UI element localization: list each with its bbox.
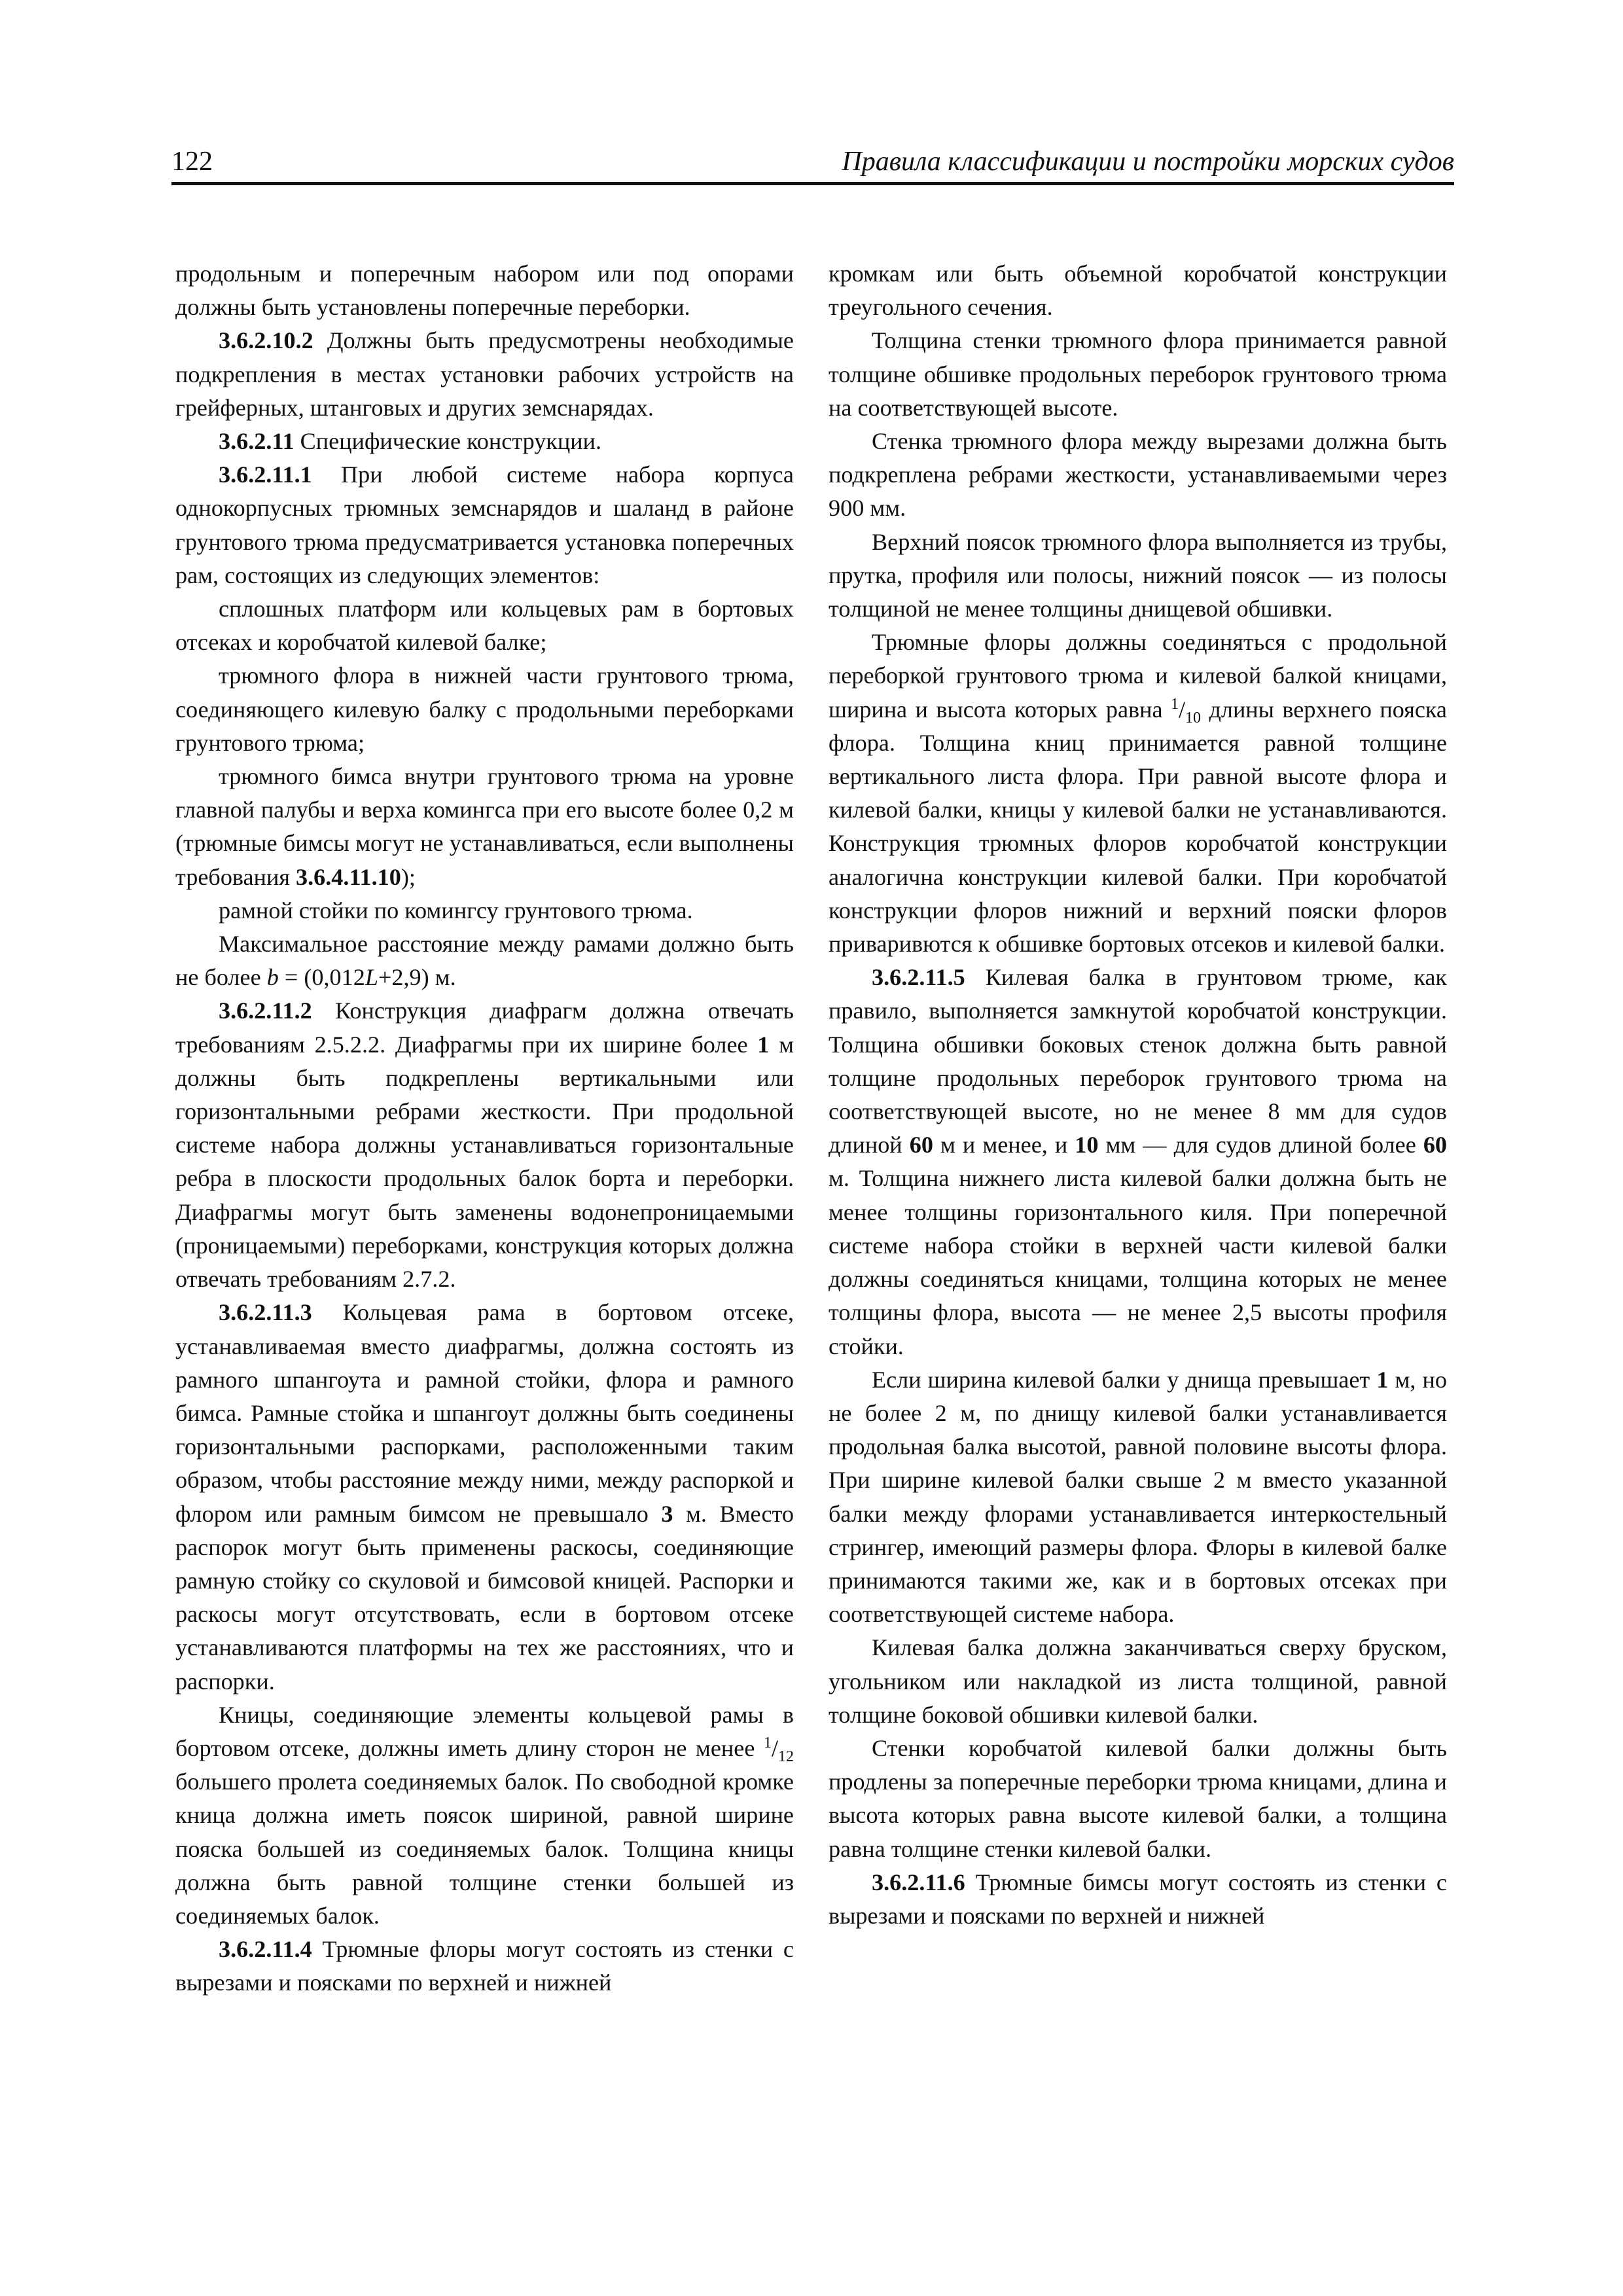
page-header	[171, 145, 1454, 185]
list-item: трюмного флора в нижней части грунтового трюма, соединяющего килевую балку с продольными переборками грунтового трюма;	[175, 662, 794, 756]
left-column	[175, 257, 794, 2000]
section-number: 3.6.2.11.3	[219, 1299, 312, 1326]
list-item: рамной стойки по комингсу грунтового трюма.	[219, 897, 693, 924]
section-number: 3.6.2.10.2	[219, 327, 313, 354]
page-number: 122	[171, 147, 213, 177]
section-number: 3.6.2.11	[219, 428, 294, 455]
list-item: трюмного бимса внутри грунтового трюма на уровне главной палубы и верха комингса при его высоте более 0,2 м (трюмные бимсы могут не устанавливаться, если выполнены требования 3.6.4.11.10);	[175, 763, 794, 890]
paragraph: 3.6.2.11.1 При любой системе набора корпуса однокорпусных трюмных земснарядов и шаланд в районе грунтового трюма предусматривается установка поперечных рам, состоящих из следующих элементов:	[175, 461, 794, 588]
paragraph: 3.6.2.11.3 Кольцевая рама в бортовом отсеке, устанавливаемая вместо диафрагмы, должна состоять из рамного шпангоута и рамной стойки, флора и рамного бимса. Рамные стойка и шпангоут должны быть соединены горизонтальными распорками, расположенными таким образом, чтобы расстояние между ними, между распоркой и флором или рамным бимсом не превышало 3 м. Вместо распорок могут быть применены раскосы, соединяющие рамную стойку со скуловой и бимсовой кницей. Распорки и раскосы могут отсутствовать, если в бортовом отсеке устанавливаются платформы на тех же расстояниях, что и распорки.	[175, 1299, 794, 1695]
paragraph: кромкам или быть объемной коробчатой конструкции треугольного сечения.	[829, 260, 1447, 321]
paragraph: Максимальное расстояние между рамами должно быть не более b = (0,012L+2,9) м.	[175, 931, 794, 991]
paragraph: 3.6.2.11.4 Трюмные флоры могут состоять из стенки с вырезами и поясками по верхней и нижней	[175, 1936, 794, 1996]
cross-reference: 3.6.4.11.10	[296, 863, 401, 890]
list-item: сплошных платформ или кольцевых рам в бортовых отсеках и коробчатой килевой балке;	[175, 596, 794, 656]
section-number: 3.6.2.11.6	[872, 1869, 965, 1895]
paragraph: 3.6.2.11 Специфические конструкции.	[219, 428, 602, 455]
section-number: 3.6.2.11.1	[219, 461, 312, 488]
paragraph: продольным и поперечным набором или под опорами должны быть установлены поперечные переборки.	[175, 260, 794, 321]
paragraph: Толщина стенки трюмного флора принимается равной толщине обшивке продольных переборок грунтового трюма на соответствующей высоте.	[829, 327, 1447, 421]
paragraph: 3.6.2.11.5 Килевая балка в грунтовом трюме, как правило, выполняется замкнутой коробчатой конструкции. Толщина обшивки боковых стенок должна быть равной толщине продольных переборок грунтового трюма на соответствующей высоте, но не менее 8 мм для судов длиной 60 м и менее, и 10 мм — для судов длиной более 60 м. Толщина нижнего листа килевой балки должна быть не менее толщины горизонтального киля. При поперечной системе набора стойки в верхней части килевой балки должны соединяться кницами, толщина которых не менее толщины флора, высота — не менее 2,5 высоты профиля стойки.	[829, 964, 1447, 1359]
paragraph: Верхний поясок трюмного флора выполняется из трубы, прутка, профиля или полосы, нижний поясок — из полосы толщиной не менее толщины днищевой обшивки.	[829, 528, 1447, 622]
paragraph: 3.6.2.11.6 Трюмные бимсы могут состоять из стенки с вырезами и поясками по верхней и нижней	[829, 1869, 1447, 1929]
right-column	[829, 257, 1447, 1933]
paragraph: Стенка трюмного флора между вырезами должна быть подкреплена ребрами жесткости, устанавливаемыми через 900 мм.	[829, 428, 1447, 522]
running-title: Правила классификации и постройки морских судов	[842, 147, 1454, 177]
paragraph: Если ширина килевой балки у днища превышает 1 м, но не более 2 м, по днищу килевой балки устанавливается продольная балка высотой, равной половине высоты флора. При ширине килевой балки свыше 2 м вместо указанной балки между флорами устанавливается интеркостельный стрингер, имеющий размеры флора. Флоры в килевой балке принимаются такими же, как и в бортовых отсеках при соответствующей системе набора.	[829, 1366, 1447, 1628]
paragraph: 3.6.2.10.2 Должны быть предусмотрены необходимые подкрепления в местах установки рабочих устройств на грейферных, штанговых и других земснарядах.	[175, 327, 794, 421]
paragraph: Килевая балка должна заканчиваться сверху бруском, угольником или накладкой из листа толщиной, равной толщине боковой обшивки килевой балки.	[829, 1634, 1447, 1728]
paragraph: 3.6.2.11.2 Конструкция диафрагм должна отвечать требованиям 2.5.2.2. Диафрагмы при их ширине более 1 м должны быть подкреплены вертикальными или горизонтальными ребрами жесткости. При продольной системе набора должны устанавливаться горизонтальные ребра в плоскости продольных балок борта и переборки. Диафрагмы могут быть заменены водонепроницаемыми (проницаемыми) переборками, конструкция которых должна отвечать требованиям 2.7.2.	[175, 997, 794, 1293]
section-number: 3.6.2.11.4	[219, 1936, 312, 1963]
paragraph: Стенки коробчатой килевой балки должны быть продлены за поперечные переборки трюма кницами, длина и высота которых равна высоте килевой балки, а толщина равна толщине стенки килевой балки.	[829, 1734, 1447, 1862]
paragraph: Трюмные флоры должны соединяться с продольной переборкой грунтового трюма и килевой балкой кницами, ширина и высота которых равна $^1/_{10}$ длины верхнего пояска флора. Толщина книц принимается равной толщине вертикального листа флора. При равной высоте флора и килевой балки, кницы у килевой балки не устанавливаются. Конструкция трюмных флоров коробчатой конструкции аналогична конструкции килевой балки. При коробчатой конструкции флоров нижний и верхний пояски флоров приваривются к обшивке бортовых отсеков и килевой балки.	[829, 629, 1447, 958]
section-number: 3.6.2.11.2	[219, 997, 312, 1024]
section-number: 3.6.2.11.5	[872, 964, 965, 991]
paragraph: Кницы, соединяющие элементы кольцевой рамы в бортовом отсеке, должны иметь длину сторон не менее $^1/_{12}$ большего пролета соединяемых балок. По свободной кромке кница должна иметь поясок шириной, равной ширине пояска большей из соединяемых балок. Толщина кницы должна быть равной толщине стенки большей из соединяемых балок.	[175, 1701, 794, 1929]
